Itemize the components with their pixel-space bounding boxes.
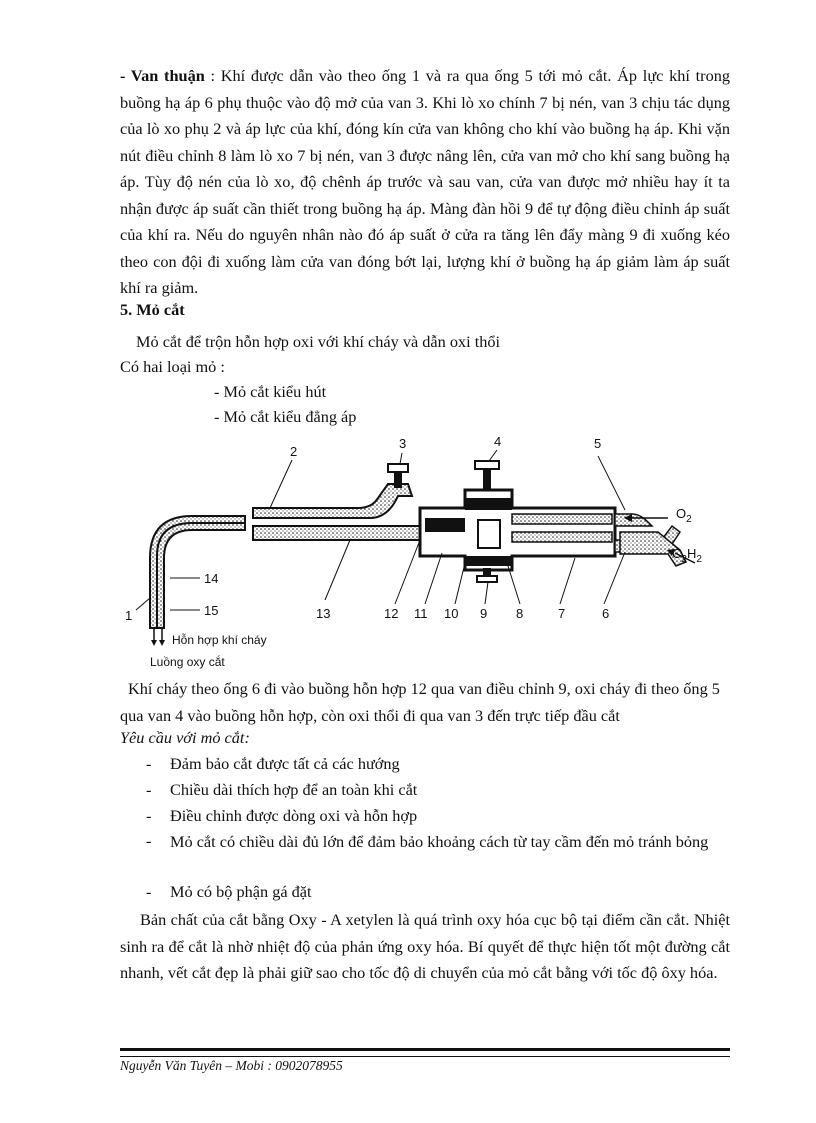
requirement-dash: - <box>146 780 152 799</box>
diagram-label-3: 3 <box>399 436 407 451</box>
diagram-label-13: 13 <box>316 606 331 621</box>
mo-cat-type-1: - Mỏ cắt kiểu hút <box>214 382 327 401</box>
diagram-label-6: 6 <box>602 606 610 621</box>
upper-tube <box>253 484 412 518</box>
requirement-dash: - <box>146 882 152 901</box>
footer-divider <box>120 1048 730 1057</box>
requirement-dash: - <box>146 831 152 850</box>
requirement-dash: - <box>146 754 152 773</box>
diagram-label-12: 12 <box>384 606 399 621</box>
diagram-label-8: 8 <box>516 606 524 621</box>
mixing-body <box>420 490 615 570</box>
mo-cat-type-2: - Mỏ cắt kiểu đẳng áp <box>214 407 357 426</box>
diagram-label-7: 7 <box>558 606 566 621</box>
footer-author: Nguyễn Văn Tuyên – Mobi : 0902078955 <box>120 1058 343 1073</box>
diagram-label-4: 4 <box>494 434 502 449</box>
conclusion-paragraph: Bản chất của cắt bằng Oxy - A xetylen là quá trình oxy hóa cục bộ tại điểm cần cắt. Nhiệt sinh ra để cắt là nhờ nhiệt độ của phản ứng oxy hóa. Bí quyết để thực hiện tốt một đường cắt nhanh, vết cắt đẹp là phải giữ sao cho tốc độ di chuyển của mỏ cắt bằng với tốc độ ôxy hóa. <box>120 910 730 982</box>
torch-tip-assembly <box>150 516 245 628</box>
requirement-item-1 <box>146 752 746 776</box>
requirement-text: Đảm bảo cắt được tất cả các hướng <box>170 754 400 773</box>
torch-description: Khí cháy theo ống 6 đi vào buồng hỗn hợp 12 qua van điều chỉnh 9, oxi cháy đi theo ống 5 qua van 4 vào buồng hỗn hợp, còn oxi thổi đi qua van 3 đến trực tiếp đầu cắt <box>120 679 720 725</box>
lower-tube <box>253 526 420 540</box>
van-thuan-text: : Khí được dẫn vào theo ống 1 và ra qua ống 5 tới mỏ cắt. Áp lực khí trong buồng hạ áp 6 phụ thuộc vào độ mở của van 3. Khi lò xo chính 7 bị nén, van 3 chịu tác dụng của lò xo phụ 2 và áp lực của khí, đóng kín cửa van không cho khí vào buồng hạ áp. Khi vặn nút điều chỉnh 8 làm lò xo 7 bị nén, van 3 được nâng lên, cửa van mở cho khí sang buồng hạ áp. Tùy độ nén của lò xo, độ chênh áp trước và sau van, cửa van được mở nhiều hay ít ta nhận được áp suất cần thiết trong buồng hạ áp. Màng đàn hồi 9 để tự động điều chỉnh áp suất của khí ra. Nếu do nguyên nhân nào đó áp suất ở cửa ra tăng lên đẩy màng 9 đi xuống kéo theo con đội đi xuống làm cửa van đóng bớt lại, lượng khí ở buồng hạ áp giảm làm áp suất khí ra giảm. <box>120 66 731 297</box>
diagram-label-15: 15 <box>204 603 219 618</box>
diagram-label-14: 14 <box>204 571 219 586</box>
caption-oxygen: Luồng oxy cắt <box>150 655 225 669</box>
requirement-item-5 <box>146 880 746 904</box>
diagram-label-1: 1 <box>125 608 133 623</box>
van-thuan-lead: - Van thuận <box>120 66 205 85</box>
requirement-text: Điều chỉnh được dòng oxi và hỗn hợp <box>170 806 418 825</box>
requirement-item-2 <box>146 778 746 802</box>
mo-cat-intro: Mỏ cắt để trộn hỗn hợp oxi với khí cháy và dẫn oxi thổi <box>136 332 501 351</box>
requirement-item-3 <box>146 804 746 828</box>
diagram-label-11: 11 <box>414 606 428 621</box>
diagram-label-10: 10 <box>444 606 459 621</box>
requirement-text: Mỏ có bộ phận gá đặt <box>170 882 312 901</box>
diagram-label-9: 9 <box>480 606 488 621</box>
gas-o2-label: $O_2$ <box>676 506 692 525</box>
requirement-text: Mỏ cắt có chiều dài đủ lớn để đảm bảo khoảng cách từ tay cầm đến mỏ tránh bỏng <box>170 832 709 851</box>
diagram-label-5: 5 <box>594 436 602 451</box>
requirement-item-4 <box>146 829 746 879</box>
requirement-text: Chiều dài thích hợp để an toàn khi cắt <box>170 780 418 799</box>
requirements-title: Yêu cầu với mỏ cắt: <box>120 728 250 747</box>
valve-4 <box>475 461 499 491</box>
caption-mixture: Hỗn hợp khí cháy <box>172 633 267 647</box>
van-thuan-paragraph <box>120 63 730 302</box>
requirement-dash: - <box>146 806 152 825</box>
mo-cat-types-intro: Có hai loại mỏ : <box>120 357 225 376</box>
gas-c2h2-label: $C_2H_2$ <box>672 546 702 565</box>
cutting-torch-diagram <box>120 428 730 678</box>
nozzle-flow-arrows <box>151 628 165 646</box>
section-heading-mo-cat: 5. Mỏ cắt <box>120 300 185 319</box>
diagram-label-2: 2 <box>290 444 298 459</box>
